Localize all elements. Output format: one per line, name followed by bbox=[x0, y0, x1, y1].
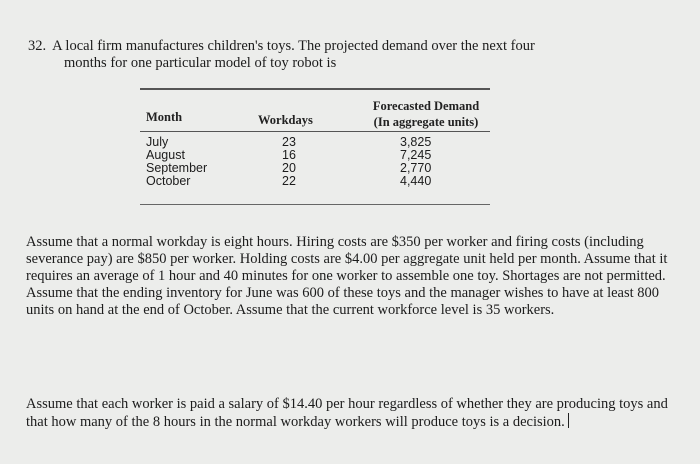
table-cell-demand: 4,440 bbox=[400, 174, 432, 188]
salary-paragraph bbox=[26, 396, 686, 431]
table-cell-month: October bbox=[146, 174, 191, 188]
header-demand-line-2: (In aggregate units) bbox=[373, 115, 479, 129]
table-cell-month: July bbox=[146, 135, 169, 149]
text-cursor bbox=[568, 413, 569, 428]
table-cell-workdays: 22 bbox=[282, 174, 296, 188]
workdays-column bbox=[282, 136, 296, 188]
demand-column bbox=[400, 136, 431, 188]
table-cell-demand: 3,825 bbox=[400, 135, 432, 149]
header-month: Month bbox=[146, 110, 183, 124]
header-forecasted-demand bbox=[366, 98, 486, 130]
assumptions-paragraph: Assume that a normal workday is eight hours. Hiring costs are $350 per worker and firing costs (including severance pay) are $850 per worker. Holding costs are $4.00 per aggregate unit held per month. Assume that it requires an average of 1 hour and 40 minutes for one worker to assemble one toy. Shortages are not permitted. Assume that the ending inventory for June was 600 of these toys and the manager wishes to have at least 800 units on hand at the end of October. Assume that the current workforce level is 35 workers. bbox=[26, 234, 668, 318]
question-line-1: A local firm manufactures children's toys. The projected demand over the next four bbox=[52, 38, 535, 54]
table-cell-demand: 7,245 bbox=[400, 148, 432, 162]
table-cell-workdays: 16 bbox=[282, 148, 296, 162]
table-bottom-rule bbox=[140, 204, 490, 205]
question-number: 32. bbox=[28, 38, 47, 54]
salary-paragraph-text: Assume that each worker is paid a salary of $14.40 per hour regardless of whether they are producing toys and that how many of the 8 hours in the normal workday workers will produce toys is a decision. bbox=[26, 396, 668, 430]
table-cell-demand: 2,770 bbox=[400, 161, 432, 175]
table-cell-month: September bbox=[146, 161, 208, 175]
month-column bbox=[146, 136, 207, 188]
table-cell-workdays: 20 bbox=[282, 161, 296, 175]
header-workdays: Workdays bbox=[258, 113, 313, 127]
question-header bbox=[28, 38, 588, 72]
table-cell-month: August bbox=[146, 148, 185, 162]
table-header-rule bbox=[140, 131, 490, 132]
header-demand-line-1: Forecasted Demand bbox=[372, 99, 480, 113]
question-line-2: months for one particular model of toy robot is bbox=[64, 55, 337, 71]
table-top-rule bbox=[140, 88, 490, 90]
table-cell-workdays: 23 bbox=[282, 135, 296, 149]
